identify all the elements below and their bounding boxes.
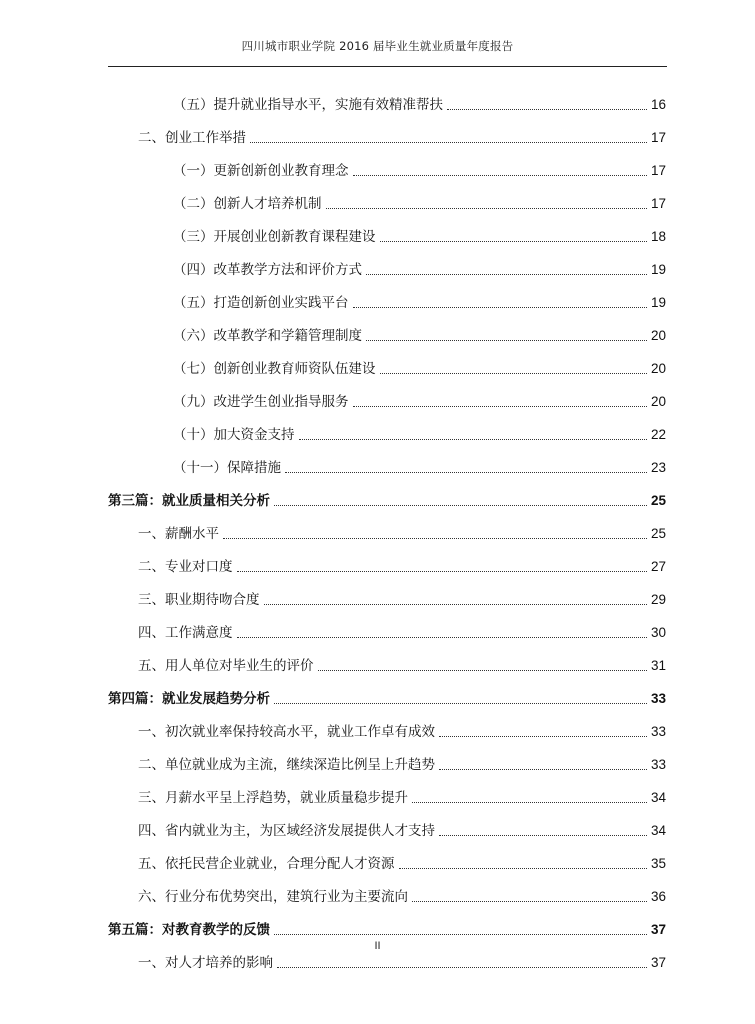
toc-entry-label: （五）提升就业指导水平，实施有效精准帮扶 — [173, 97, 443, 113]
toc-leader-dots — [318, 670, 647, 671]
toc-entry-label: 二、单位就业成为主流，继续深造比例呈上升趋势 — [138, 757, 435, 773]
toc-chapter-entry[interactable] — [108, 917, 666, 939]
toc-leader-dots — [399, 868, 647, 869]
toc-entry-label: （四）改革教学方法和评价方式 — [173, 262, 362, 278]
toc-entry-label: （十一）保障措施 — [173, 460, 281, 476]
toc-entry-label: （一）更新创新创业教育理念 — [173, 163, 349, 179]
toc-entry[interactable] — [138, 785, 666, 807]
toc-leader-dots — [353, 406, 647, 407]
toc-page-number: 30 — [650, 625, 666, 640]
toc-leader-dots — [366, 274, 647, 275]
toc-entry-label: 第五篇：对教育教学的反馈 — [108, 922, 270, 938]
toc-entry-label: 三、月薪水平呈上浮趋势，就业质量稳步提升 — [138, 790, 408, 806]
toc-entry[interactable] — [173, 158, 666, 180]
toc-entry[interactable] — [138, 752, 666, 774]
toc-leader-dots — [412, 901, 647, 902]
toc-entry-label: 一、薪酬水平 — [138, 526, 219, 542]
toc-page-number: 25 — [650, 526, 666, 541]
toc-page-number: 20 — [650, 328, 666, 343]
toc-page-number: 17 — [650, 163, 666, 178]
toc-page-number: 20 — [650, 361, 666, 376]
toc-page-number: 25 — [650, 493, 666, 508]
toc-page-number: 17 — [650, 196, 666, 211]
toc-entry-label: 四、省内就业为主，为区域经济发展提供人才支持 — [138, 823, 435, 839]
toc-entry[interactable] — [173, 224, 666, 246]
toc-entry[interactable] — [173, 422, 666, 444]
toc-page-number: 35 — [650, 856, 666, 871]
toc-page-number: 37 — [650, 922, 666, 937]
toc-leader-dots — [439, 736, 647, 737]
header-divider — [108, 66, 667, 67]
toc-page-number: 20 — [650, 394, 666, 409]
toc-page-number: 33 — [650, 757, 666, 772]
toc-leader-dots — [353, 175, 647, 176]
toc-leader-dots — [264, 604, 647, 605]
toc-entry[interactable] — [173, 356, 666, 378]
toc-leader-dots — [277, 967, 647, 968]
toc-chapter-entry[interactable] — [108, 488, 666, 510]
toc-page-number: 31 — [650, 658, 666, 673]
toc-page-number: 23 — [650, 460, 666, 475]
toc-entry-label: （六）改革教学和学籍管理制度 — [173, 328, 362, 344]
toc-leader-dots — [250, 142, 647, 143]
toc-entry-label: （五）打造创新创业实践平台 — [173, 295, 349, 311]
toc-chapter-entry[interactable] — [108, 686, 666, 708]
toc-leader-dots — [439, 769, 647, 770]
toc-page-number: 29 — [650, 592, 666, 607]
toc-entry[interactable] — [138, 521, 666, 543]
toc-leader-dots — [237, 571, 647, 572]
page-number: II — [374, 940, 381, 952]
toc-leader-dots — [380, 373, 647, 374]
toc-entry-label: 第四篇：就业发展趋势分析 — [108, 691, 270, 707]
toc-leader-dots — [223, 538, 647, 539]
toc-entry[interactable] — [138, 884, 666, 906]
toc-entry-label: 五、依托民营企业就业，合理分配人才资源 — [138, 856, 395, 872]
toc-entry-label: （七）创新创业教育师资队伍建设 — [173, 361, 376, 377]
toc-leader-dots — [237, 637, 647, 638]
toc-page-number: 27 — [650, 559, 666, 574]
toc-page-number: 34 — [650, 790, 666, 805]
toc-entry-label: （二）创新人才培养机制 — [173, 196, 322, 212]
toc-entry-label: 一、初次就业率保持较高水平，就业工作卓有成效 — [138, 724, 435, 740]
toc-entry-label: （九）改进学生创业指导服务 — [173, 394, 349, 410]
toc-leader-dots — [326, 208, 647, 209]
toc-entry-label: 六、行业分布优势突出，建筑行业为主要流向 — [138, 889, 408, 905]
toc-leader-dots — [274, 703, 647, 704]
toc-entry[interactable] — [173, 92, 666, 114]
toc-page-number: 33 — [650, 724, 666, 739]
toc-page-number: 19 — [650, 295, 666, 310]
toc-entry[interactable] — [138, 818, 666, 840]
toc-entry-label: 第三篇：就业质量相关分析 — [108, 493, 270, 509]
toc-entry-label: 二、创业工作举措 — [138, 130, 246, 146]
toc-entry[interactable] — [138, 719, 666, 741]
toc-entry-label: 三、职业期待吻合度 — [138, 592, 260, 608]
toc-entry[interactable] — [173, 257, 666, 279]
toc-page-number: 36 — [650, 889, 666, 904]
toc-leader-dots — [274, 505, 647, 506]
toc-entry[interactable] — [173, 290, 666, 312]
toc-entry-label: 二、专业对口度 — [138, 559, 233, 575]
toc-entry[interactable] — [138, 125, 666, 147]
toc-entry-label: （十）加大资金支持 — [173, 427, 295, 443]
toc-entry-label: 四、工作满意度 — [138, 625, 233, 641]
toc-page-number: 22 — [650, 427, 666, 442]
toc-entry-label: 一、对人才培养的影响 — [138, 955, 273, 971]
toc-entry[interactable] — [138, 950, 666, 972]
toc-entry[interactable] — [138, 653, 666, 675]
toc-entry[interactable] — [173, 323, 666, 345]
toc-entry-label: （三）开展创业创新教育课程建设 — [173, 229, 376, 245]
toc-leader-dots — [285, 472, 647, 473]
toc-entry[interactable] — [138, 554, 666, 576]
toc-page-number: 19 — [650, 262, 666, 277]
toc-page-number: 33 — [650, 691, 666, 706]
toc-leader-dots — [353, 307, 647, 308]
toc-leader-dots — [380, 241, 647, 242]
toc-entry[interactable] — [173, 389, 666, 411]
toc-leader-dots — [366, 340, 647, 341]
toc-leader-dots — [447, 109, 647, 110]
toc-leader-dots — [299, 439, 647, 440]
toc-entry[interactable] — [138, 851, 666, 873]
toc-leader-dots — [412, 802, 647, 803]
toc-leader-dots — [274, 934, 647, 935]
toc-page-number: 17 — [650, 130, 666, 145]
toc-leader-dots — [439, 835, 647, 836]
toc-entry[interactable] — [138, 587, 666, 609]
toc-entry[interactable] — [173, 455, 666, 477]
toc-entry[interactable] — [173, 191, 666, 213]
toc-page-number: 37 — [650, 955, 666, 970]
toc-page-number: 16 — [650, 97, 666, 112]
page-header: 四川城市职业学院 2016 届毕业生就业质量年度报告 — [241, 39, 514, 53]
toc-entry[interactable] — [138, 620, 666, 642]
toc-page-number: 18 — [650, 229, 666, 244]
toc-entry-label: 五、用人单位对毕业生的评价 — [138, 658, 314, 674]
toc-page-number: 34 — [650, 823, 666, 838]
